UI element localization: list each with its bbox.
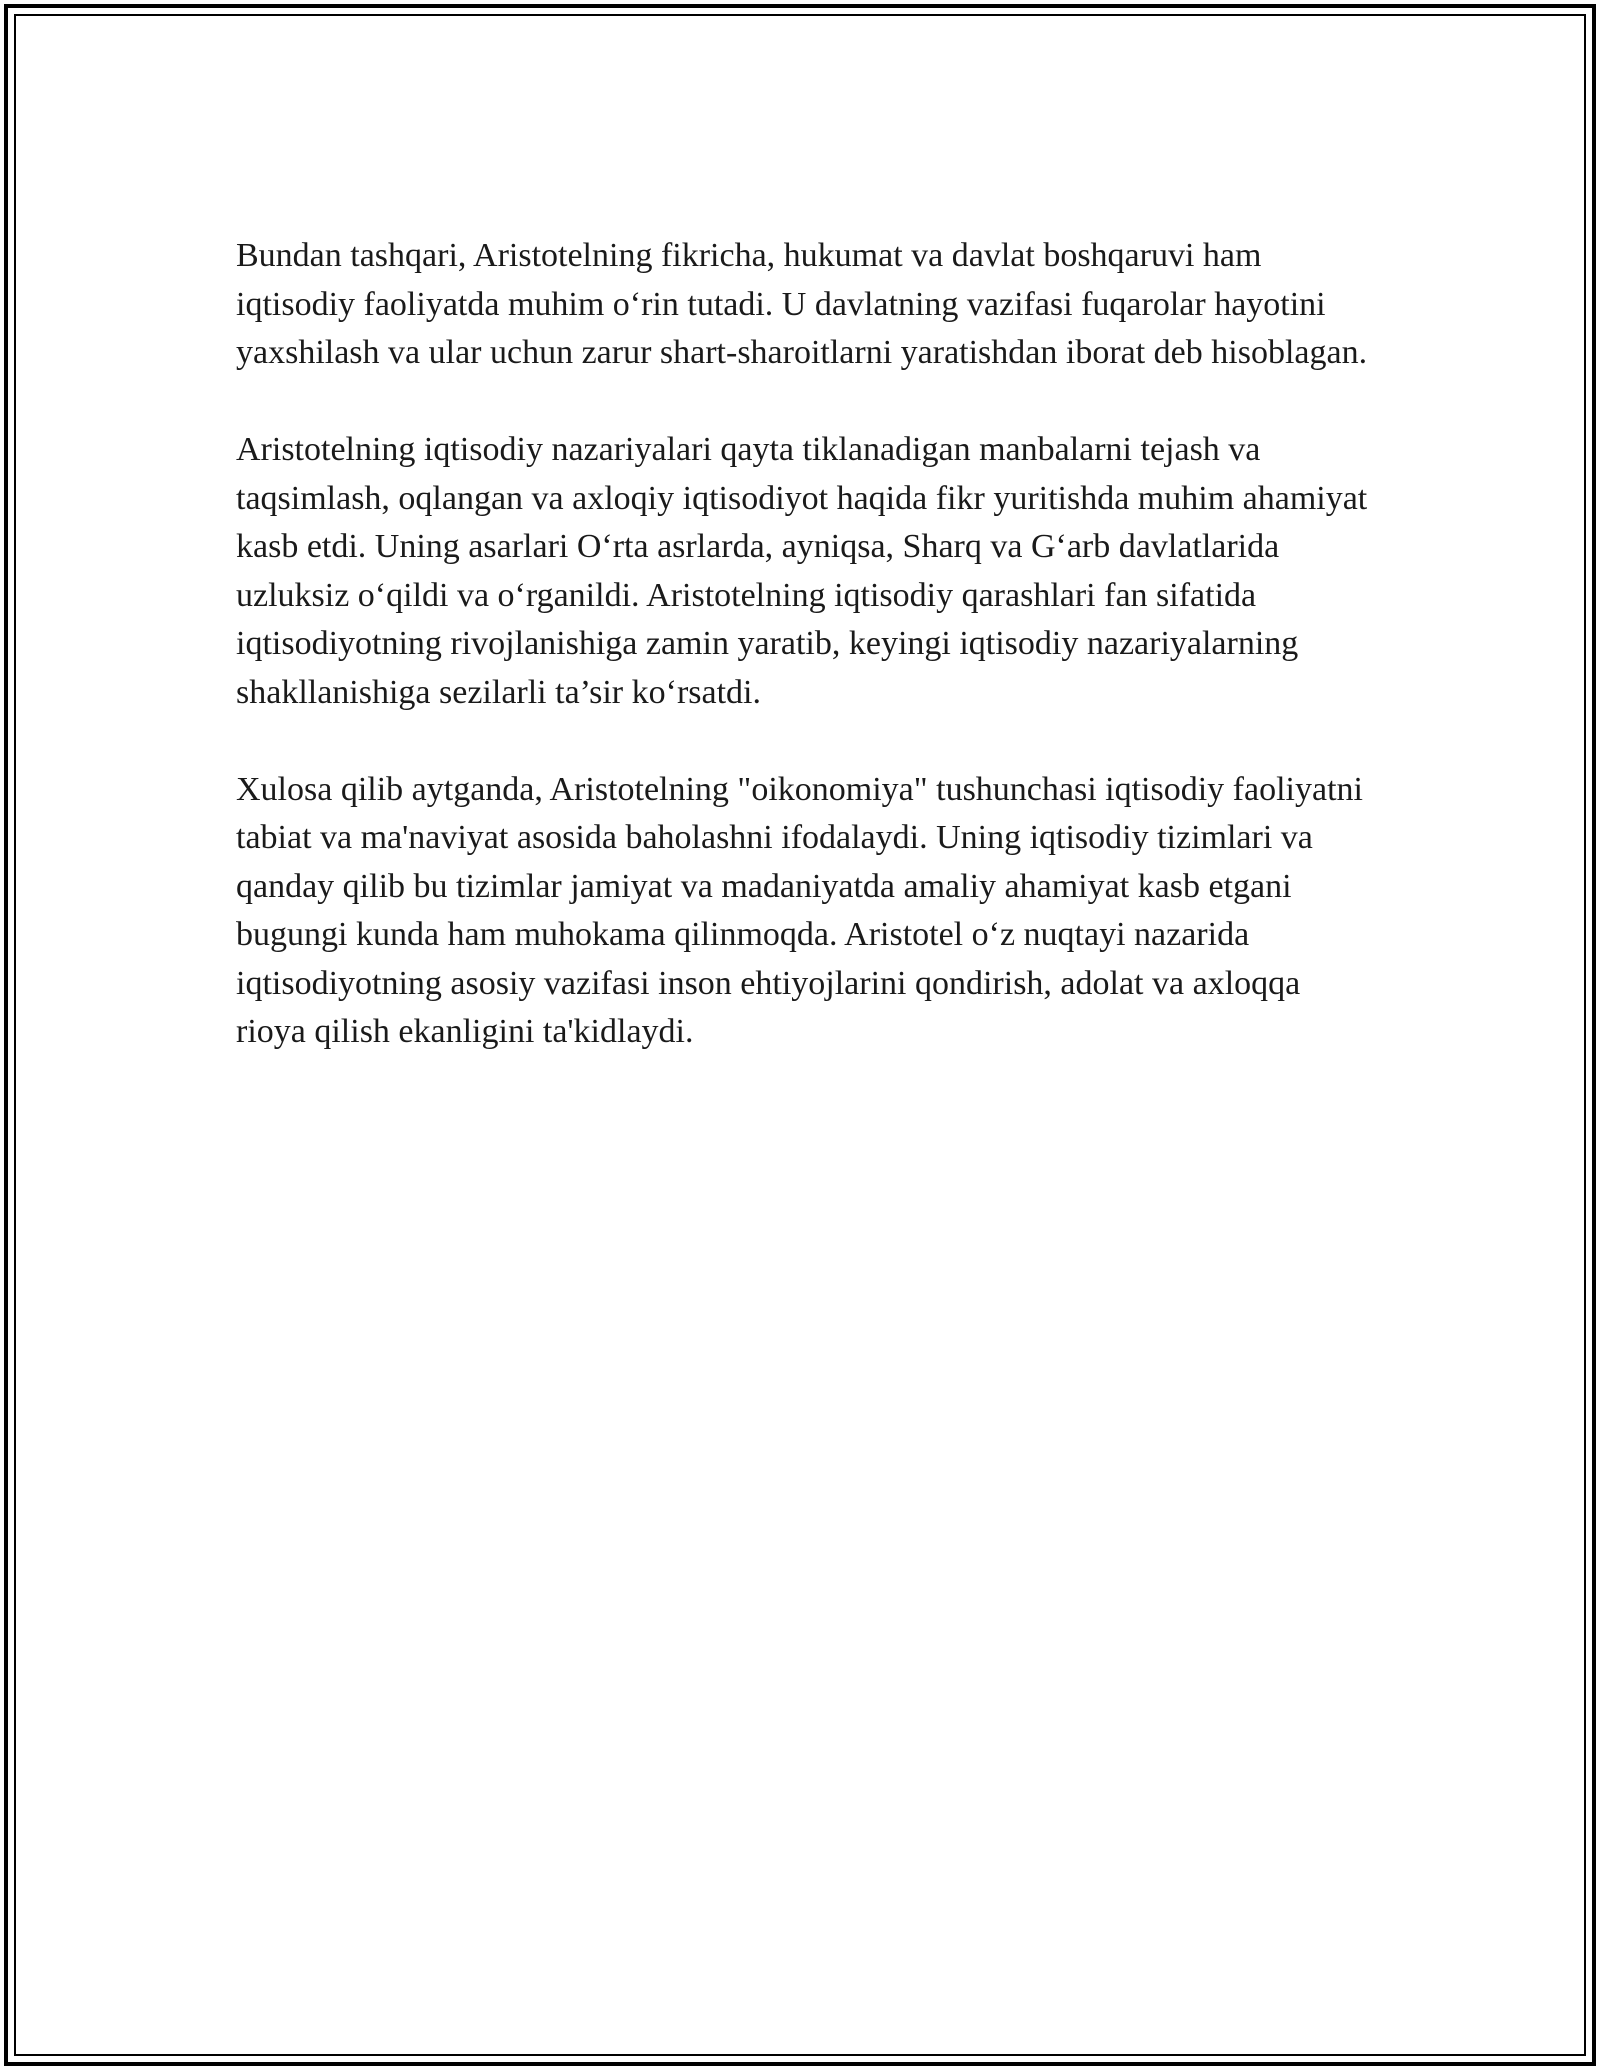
paragraph-3: Xulosa qilib aytganda, Aristotelning "oikonomiya" tushunchasi iqtisodiy faoliyatni tabiat va ma'naviyat asosida baholashni ifodalaydi. Uning iqtisodiy tizimlari va qanday qilib bu tizimlar jamiyat va madaniyatda amaliy ahamiyat kasb etgani bugungi kunda ham muhokama qilinmoqda. Aristotel o‘z nuqtayi nazarida iqtisodiyotning asosiy vazifasi inson ehtiyojlarini qondirish, adolat va axloqqa rioya qilish ekanligini ta'kidlaydi. <box>236 770 1363 1050</box>
paragraph-2: Aristotelning iqtisodiy nazariyalari qayta tiklanadigan manbalarni tejash va taqsimlash, oqlangan va axloqiy iqtisodiyot haqida fikr yuritishda muhim ahamiyat kasb etdi. Uning asarlari O‘rta asrlarda, ayniqsa, Sharq va G‘arb davlatlarida uzluksiz o‘qildi va o‘rganildi. Aristotelning iqtisodiy qarashlari fan sifatida iqtisodiyotning rivojlanishiga zamin yaratib, keyingi iqtisodiy nazariyalarning shakllanishiga sezilarli ta’sir ko‘rsatdi. <box>236 431 1368 711</box>
paragraph-1: Bundan tashqari, Aristotelning fikricha, hukumat va davlat boshqaruvi ham iqtisodiy faoliyatda muhim o‘rin tutadi. U davlatning vazifasi fuqarolar hayotini yaxshilash va ular uchun zarur shart-sharoitlarni yaratishdan iborat deb hisoblagan. <box>236 237 1368 371</box>
document-body <box>236 232 1376 1105</box>
